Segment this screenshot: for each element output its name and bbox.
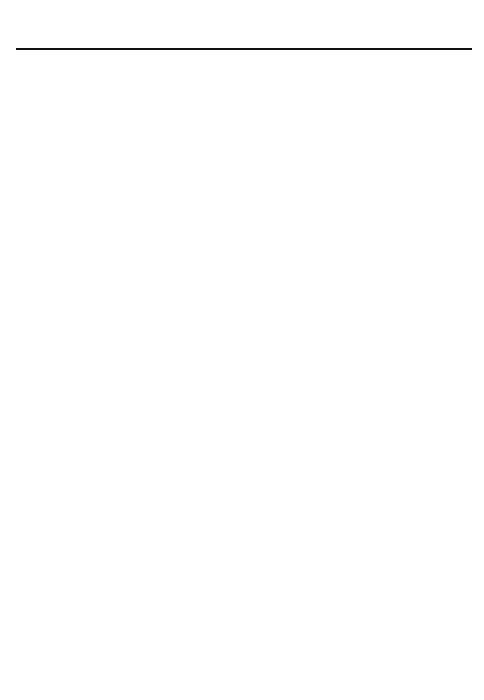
header-rule [16, 48, 472, 50]
